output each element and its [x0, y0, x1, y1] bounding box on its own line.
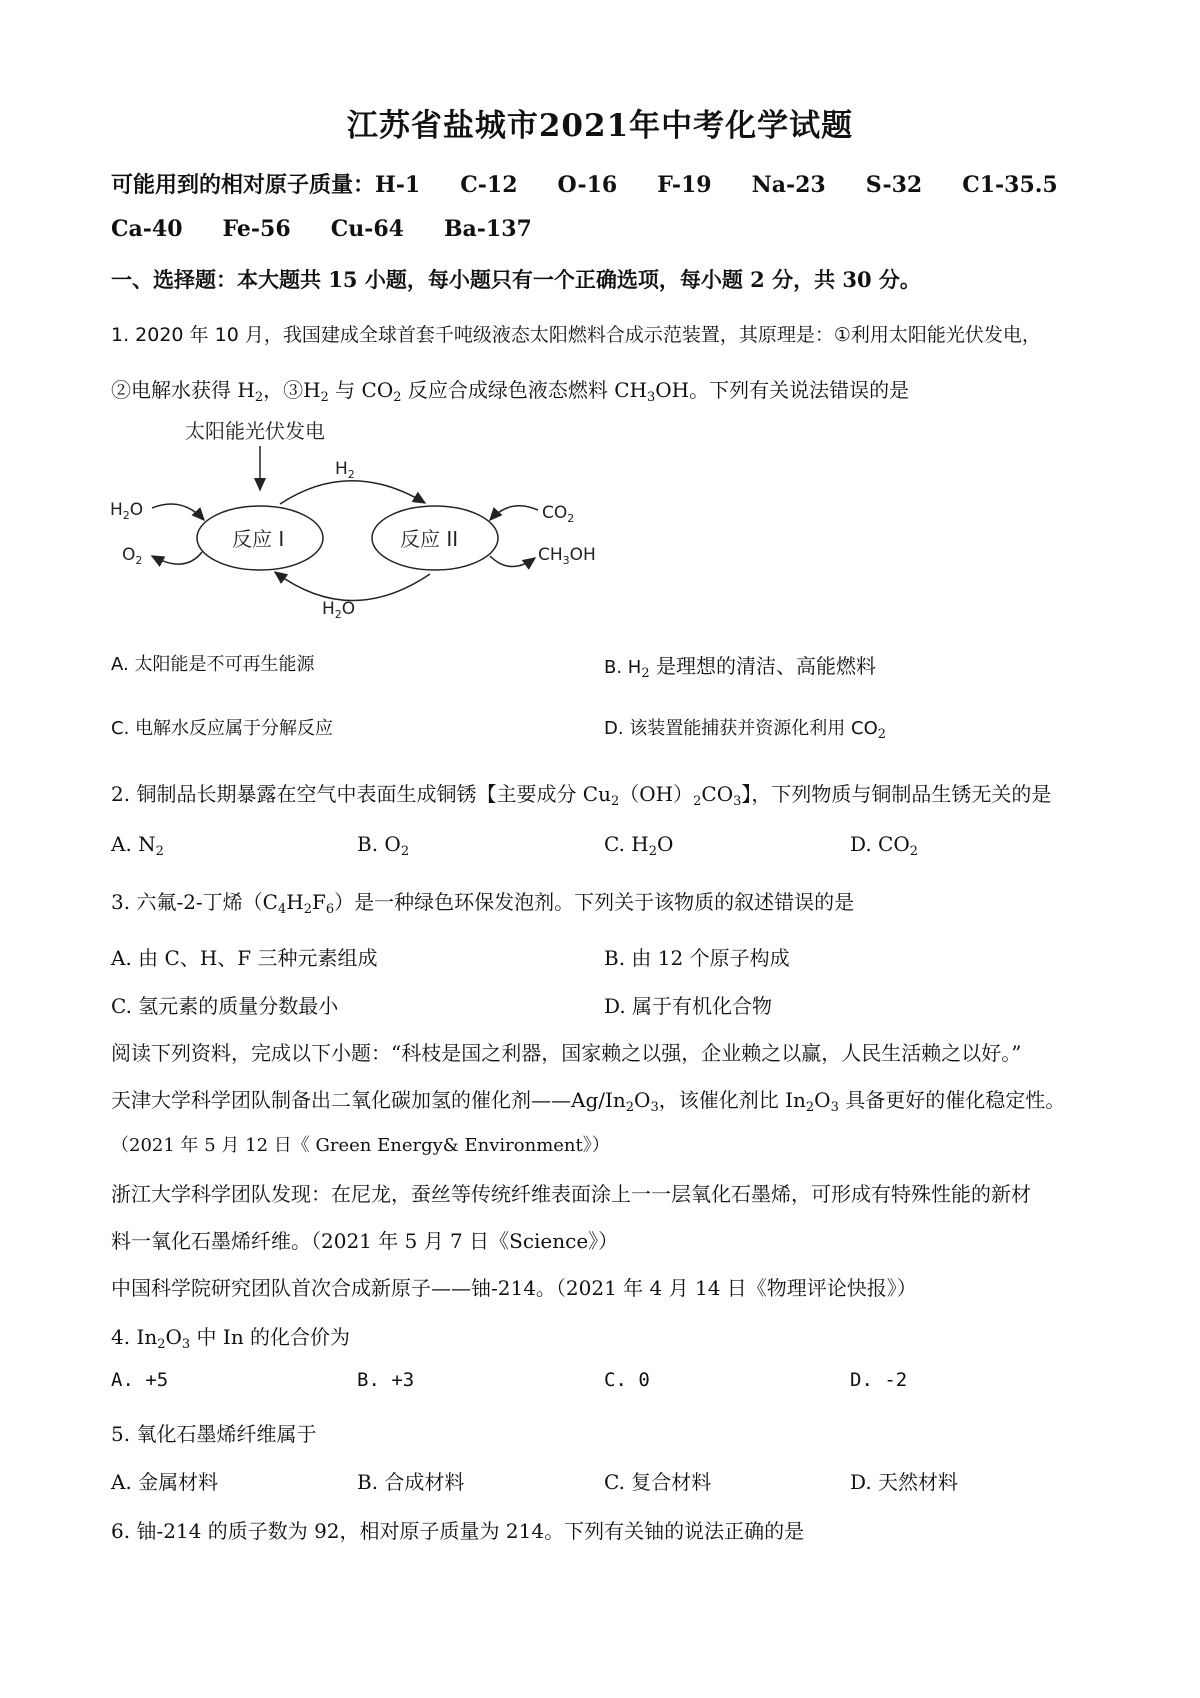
reaction-diagram	[110, 418, 630, 628]
subscript: 2	[393, 390, 402, 405]
q1-option-b	[604, 650, 876, 679]
subscript: 2	[400, 844, 410, 859]
reading-text: O	[634, 1088, 651, 1112]
q1-option-a	[111, 650, 314, 676]
q1-option-c	[111, 714, 333, 740]
q1-text: OH。下列有关说法错误的是	[655, 378, 910, 402]
solar-label: 太阳能光伏发电	[185, 419, 325, 443]
o2-out-arrow	[152, 552, 202, 564]
q3-text: ）是一种绿色环保发泡剂。下列关于该物质的叙述错误的是	[334, 890, 855, 914]
reading-line-4: 浙江大学科学团队发现：在尼龙，蚕丝等传统纤维表面涂上一一层氧化石墨烯，可形成有特殊性能的新材	[111, 1182, 1031, 1206]
question-5-stem: 5. 氧化石墨烯纤维属于	[111, 1422, 317, 1446]
subscript: 2	[648, 844, 658, 859]
subscript: 3	[647, 390, 656, 405]
subscript: 2	[320, 390, 329, 405]
q2-text: CO	[701, 782, 734, 806]
q3-text: 3. 六氟-2-丁烯（C	[111, 890, 278, 914]
co2-right-label: $CO_2$	[542, 503, 575, 525]
q5-option-b: B. 合成材料	[357, 1470, 465, 1494]
option-text: 是理想的清洁、高能燃料	[649, 654, 876, 678]
atomic-mass-item: Na-23	[751, 172, 826, 198]
subscript: 2	[254, 390, 264, 405]
q2-text: 】，下列物质与铜制品生锈无关的是	[741, 782, 1052, 806]
h2-arrow	[280, 481, 425, 504]
atomic-mass-item: F-19	[657, 172, 712, 198]
co2-in-arrow	[490, 506, 538, 520]
h2-top-label: $H_2$	[335, 459, 355, 481]
subscript: 3	[830, 1100, 839, 1115]
q2-option-a	[111, 832, 164, 859]
subscript: 4	[277, 902, 287, 917]
question-4-stem	[111, 1321, 350, 1350]
q3-option-a: A. 由 C、H、F 三种元素组成	[111, 946, 378, 970]
h2o-in-arrow	[152, 504, 204, 520]
subscript: 2	[693, 794, 702, 809]
option-text: A. N	[111, 832, 156, 856]
option-text: C. H	[604, 832, 649, 856]
q4-text: O	[165, 1325, 182, 1349]
option-text: A. 太阳能是不可再生能源	[111, 654, 315, 675]
q4-option-c: C. 0	[604, 1369, 650, 1391]
atomic-mass-label: 可能用到的相对原子质量：	[111, 172, 376, 198]
page-title: 江苏省盐城市2021年中考化学试题	[346, 108, 854, 144]
q3-option-d: D. 属于有机化合物	[604, 994, 773, 1018]
q5-option-a: A. 金属材料	[111, 1470, 219, 1494]
h2o-bottom-label: $H_2O$	[322, 599, 356, 621]
atomic-mass-line-1	[111, 168, 1098, 199]
q5-option-c: C. 复合材料	[604, 1470, 712, 1494]
option-text: B. H	[604, 657, 642, 678]
reaction-2-label: 反应 II	[400, 527, 459, 551]
reading-text: 天津大学科学团队制备出二氧化碳加氢的催化剂——Ag/In	[111, 1088, 626, 1112]
atomic-mass-line-2	[111, 216, 572, 242]
section-heading: 一、选择题：本大题共 15 小题，每小题只有一个正确选项，每小题 2 分，共 30 分。	[111, 267, 921, 292]
atomic-mass-item: H-1	[375, 172, 421, 198]
q5-option-d: D. 天然材料	[850, 1470, 959, 1494]
atomic-mass-item: Ca-40	[111, 216, 183, 242]
atomic-mass-item: Ba-137	[443, 216, 532, 242]
reading-line-6: 中国科学院研究团队首次合成新原子——铀-214。（2021 年 4 月 14 日《物理评论快报》）	[111, 1276, 917, 1300]
q4-text: 4. In	[111, 1325, 158, 1349]
atomic-mass-item: C-12	[460, 172, 518, 198]
q2-option-b	[357, 832, 410, 859]
o2-left-label: $O_2$	[122, 545, 143, 567]
question-1-number-text: 1. 2020 年 10 月，我国建成全球首套千吨级液态太阳燃料合成示范装置，其原理是：①利用太阳能光伏发电，	[111, 324, 1041, 346]
option-text: D. CO	[850, 832, 910, 856]
option-text: C. 电解水反应属于分解反应	[111, 718, 334, 739]
q4-text: 中 In 的化合价为	[190, 1325, 351, 1349]
subscript: 2	[805, 1100, 815, 1115]
q2-text: 2. 铜制品长期暴露在空气中表面生成铜锈【主要成分 Cu	[111, 782, 611, 806]
option-text: B. O	[357, 832, 401, 856]
q1-text: 与 CO	[328, 378, 394, 402]
subscript: 3	[733, 794, 742, 809]
question-3-stem	[111, 886, 854, 915]
reading-line-2	[111, 1084, 1065, 1113]
h2o-return-arrow	[275, 572, 430, 601]
q2-text: （OH）	[619, 782, 694, 806]
ch3oh-right-label: $CH_3OH$	[538, 545, 596, 567]
subscript: 3	[181, 1337, 191, 1352]
question-1-line-1	[111, 320, 1041, 347]
subscript: 3	[650, 1100, 659, 1115]
atomic-mass-item: Fe-56	[222, 216, 291, 242]
option-text: O	[657, 832, 674, 856]
reading-line-1: 阅读下列资料，完成以下小题：“科枝是国之利器，国家赖之以强，企业赖之以赢，人民生活赖之以好。”	[111, 1041, 1022, 1065]
q2-option-c	[604, 832, 674, 859]
q3-option-c: C. 氢元素的质量分数最小	[111, 994, 339, 1018]
q1-text: ②电解水获得 H	[111, 378, 255, 402]
q3-text: H	[286, 890, 304, 914]
reading-text: 具备更好的催化稳定性。	[838, 1088, 1066, 1112]
subscript: 2	[877, 727, 887, 742]
question-6-stem: 6. 铀-214 的质子数为 92，相对原子质量为 214。下列有关铀的说法正确的是	[111, 1519, 805, 1543]
h2o-left-label: $H_2O$	[110, 500, 144, 522]
subscript: 6	[325, 902, 335, 917]
q1-option-d	[604, 714, 886, 740]
atomic-mass-item: C1-35.5	[962, 172, 1058, 198]
q4-option-b: B. +3	[357, 1369, 415, 1391]
atomic-mass-item: S-32	[865, 172, 923, 198]
subscript: 2	[155, 844, 164, 859]
q3-text: F	[312, 890, 326, 914]
ch3oh-out-arrow	[490, 556, 535, 567]
reading-line-3: （2021 年 5 月 12 日《 Green Energy& Environment》）	[111, 1135, 610, 1156]
q2-option-d	[850, 832, 919, 859]
q3-option-b: B. 由 12 个原子构成	[604, 946, 790, 970]
subscript: 2	[641, 666, 650, 681]
reading-text: O	[814, 1088, 831, 1112]
question-2-stem	[111, 778, 1051, 807]
q1-text: 反应合成绿色液态燃料 CH	[401, 378, 647, 402]
q1-text: ，③H	[263, 378, 321, 402]
subscript: 2	[625, 1100, 635, 1115]
subscript: 2	[157, 1337, 166, 1352]
option-text: D. 该装置能捕获并资源化利用 CO	[604, 718, 878, 739]
q4-option-a: A. +5	[111, 1369, 169, 1391]
reading-text: ，该催化剂比 In	[658, 1088, 806, 1112]
atomic-mass-item: Cu-64	[330, 216, 404, 242]
q4-option-d: D. -2	[850, 1369, 908, 1391]
subscript: 2	[610, 794, 620, 809]
subscript: 2	[303, 902, 312, 917]
atomic-mass-item: O-16	[557, 172, 618, 198]
reading-line-5: 料一氧化石墨烯纤维。（2021 年 5 月 7 日《Science》）	[111, 1229, 619, 1253]
question-1-line-2	[111, 374, 909, 403]
reaction-1-label: 反应 I	[232, 527, 285, 551]
subscript: 2	[909, 844, 919, 859]
